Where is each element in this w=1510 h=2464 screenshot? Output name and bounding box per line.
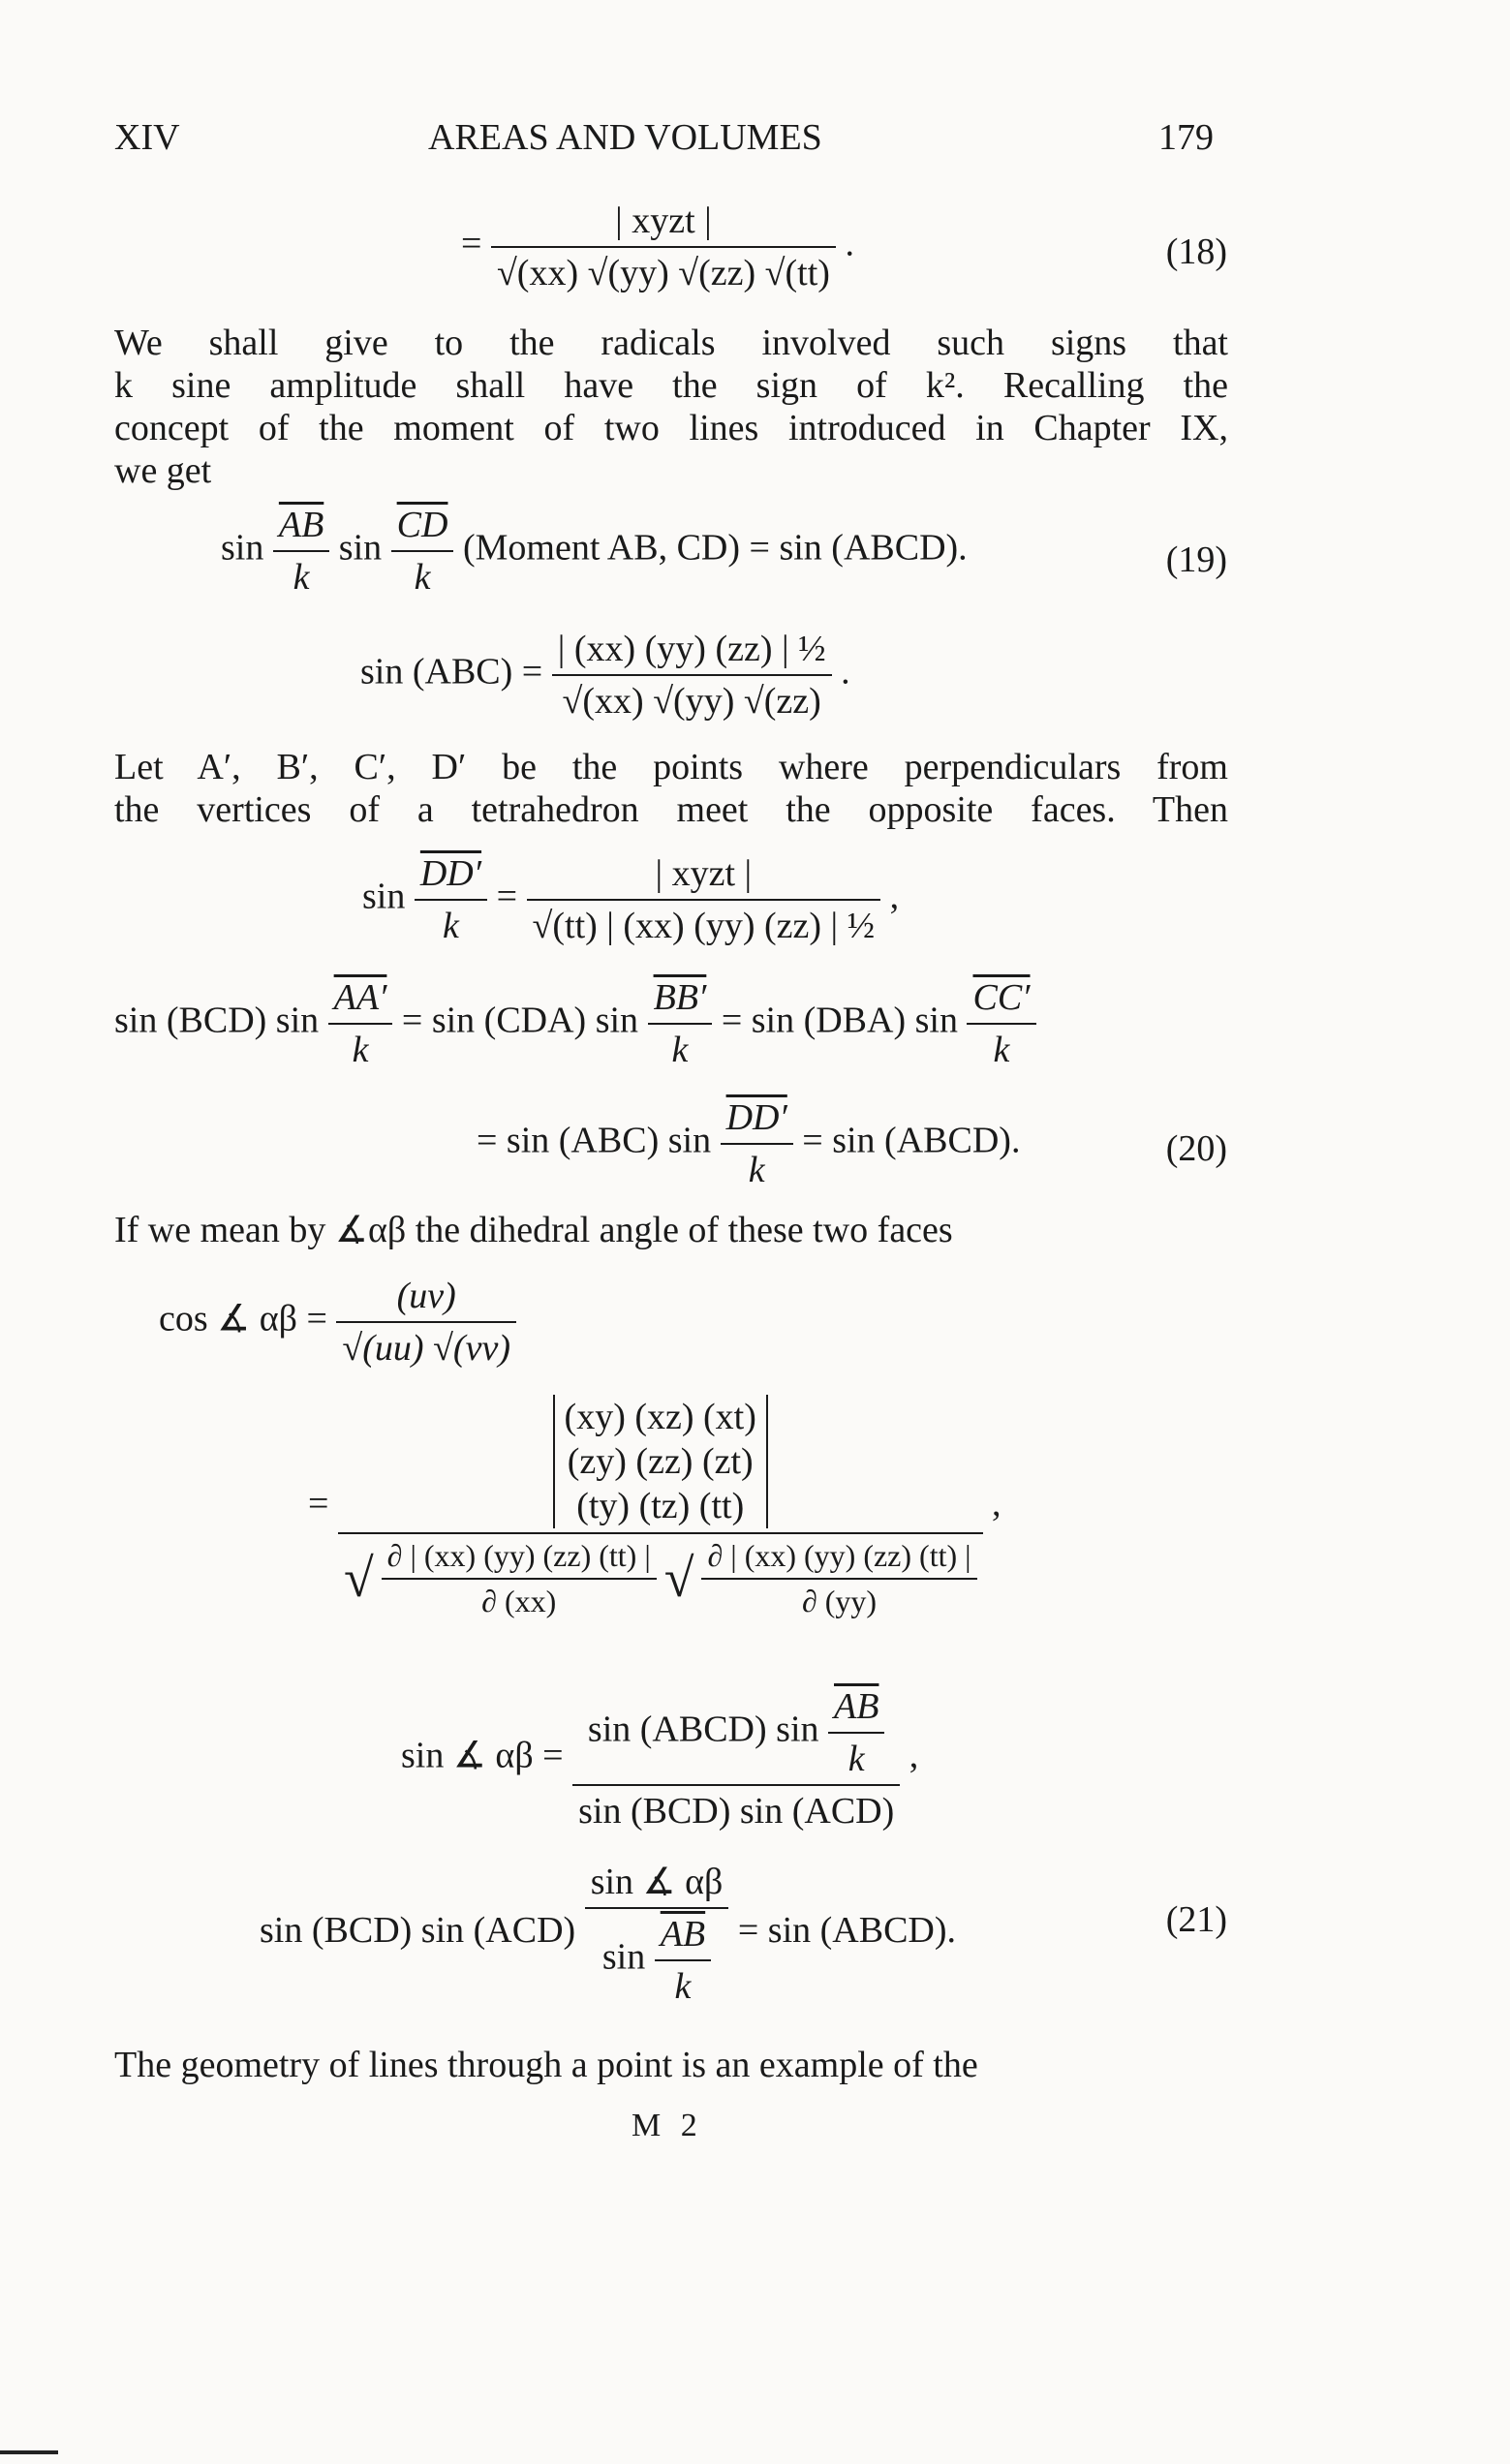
equation-text: (Moment AB, CD) = sin (ABCD).	[462, 527, 968, 569]
signature-mark: M 2	[632, 2108, 703, 2143]
numerator: sin ∡ αβ	[590, 1862, 724, 1902]
fraction	[552, 628, 832, 723]
equation-text: = sin (ABCD).	[802, 1120, 1021, 1161]
comma: ,	[889, 876, 900, 917]
equation-cos	[159, 1275, 516, 1370]
equation-number-20: (20)	[1165, 1128, 1227, 1169]
equals-sign: =	[308, 1483, 329, 1525]
fraction	[967, 976, 1035, 1071]
denominator: √(xx) √(yy) √(zz)	[552, 674, 832, 723]
fraction	[338, 1395, 983, 1619]
fraction	[701, 1538, 976, 1619]
denominator: ∂ (yy)	[701, 1578, 976, 1619]
text-line: the vertices of a tetrahedron meet the opposite faces. Then	[114, 789, 1228, 830]
determinant-row: (xy) (xz) (xt)	[564, 1397, 756, 1437]
equation-text: = sin (ABCD).	[737, 1910, 957, 1952]
numerator: $\overline{AB}$	[834, 1686, 879, 1727]
determinant-row: (ty) (tz) (tt)	[576, 1486, 745, 1526]
denominator: k	[328, 1023, 393, 1071]
denominator: √(xx) √(yy) √(zz) √(tt)	[491, 246, 836, 294]
fraction	[491, 200, 836, 294]
denominator: k	[655, 1959, 711, 2008]
fraction	[527, 852, 881, 947]
fraction	[585, 1860, 729, 2008]
period: .	[845, 223, 854, 264]
equation-18	[461, 200, 854, 294]
equation-number-21: (21)	[1165, 1899, 1227, 1940]
comma: ,	[992, 1483, 1002, 1525]
denominator: k	[967, 1023, 1035, 1071]
radical-sign: √	[343, 1549, 374, 1609]
numerator: | xyzt |	[615, 200, 712, 241]
denominator: ∂ (xx)	[382, 1578, 657, 1619]
radical-sign: √	[663, 1549, 694, 1609]
equation-number-19: (19)	[1165, 539, 1227, 580]
fraction	[391, 504, 454, 599]
paragraph-dihedral: If we mean by ∡αβ the dihedral angle of these two faces	[114, 1210, 953, 1250]
denominator: k	[721, 1143, 793, 1191]
numerator: AA′	[333, 977, 387, 1018]
text-line: We shall give to the radicals involved such signs that	[114, 323, 1228, 363]
denominator: √(uu) √(vv)	[336, 1321, 516, 1370]
fraction	[655, 1913, 711, 2008]
text-line: concept of the moment of two lines introduced in Chapter IX,	[114, 408, 1228, 448]
running-head-chapter: XIV	[114, 117, 180, 158]
fraction	[336, 1275, 516, 1370]
numerator: ∂ | (xx) (yy) (zz) (tt) |	[707, 1538, 971, 1573]
text-line: k sine amplitude shall have the sign of k². Recalling the	[114, 365, 1228, 406]
equation-sin-angle	[401, 1685, 918, 1833]
numerator	[572, 1685, 900, 1784]
fraction	[828, 1685, 884, 1780]
denominator: √(tt) | (xx) (yy) (zz) | ½	[527, 899, 881, 947]
equation-19	[221, 504, 968, 599]
equals-sign: =	[496, 876, 517, 917]
sin-label: sin	[601, 1936, 646, 1978]
comma: ,	[909, 1735, 919, 1776]
numerator: DD′	[725, 1097, 787, 1138]
sin-label: sin	[221, 527, 264, 569]
numerator: CC′	[972, 977, 1031, 1018]
denominator: k	[828, 1732, 884, 1780]
equation-number-18: (18)	[1165, 231, 1227, 272]
fraction	[328, 976, 393, 1071]
sin-label: sin	[338, 527, 383, 569]
period: .	[841, 651, 850, 693]
denominator	[338, 1532, 983, 1619]
denominator: sin (BCD) sin (ACD)	[572, 1784, 900, 1833]
fraction	[273, 504, 329, 599]
equation-lhs: cos ∡ αβ =	[159, 1298, 327, 1340]
numerator: BB′	[653, 977, 707, 1018]
equation-text: = sin (DBA) sin	[721, 1000, 958, 1041]
equation-21	[260, 1860, 956, 2008]
numerator: $\overline{AB}$	[660, 1914, 706, 1955]
fraction	[721, 1096, 793, 1191]
text-line: we get	[114, 450, 212, 491]
equation-chain	[114, 976, 1036, 1071]
numerator-text: sin (ABCD) sin	[587, 1709, 819, 1750]
equation-text: sin (BCD) sin (ACD)	[260, 1910, 576, 1952]
equation-lhs: sin (ABC) =	[360, 651, 543, 693]
denominator: k	[391, 550, 454, 599]
running-head-title: AREAS AND VOLUMES	[428, 117, 822, 158]
denominator: k	[648, 1023, 713, 1071]
numerator: | (xx) (yy) (zz) | ½	[557, 629, 826, 669]
equation-lhs: sin ∡ αβ =	[401, 1735, 564, 1776]
page-edge-mark	[0, 2450, 58, 2454]
equation-sin-dd	[362, 852, 899, 947]
fraction	[415, 852, 487, 947]
numerator: | xyzt |	[655, 853, 753, 894]
fraction	[648, 976, 713, 1071]
page-number: 179	[1158, 117, 1214, 158]
numerator: (uv)	[396, 1276, 456, 1316]
denominator	[585, 1907, 729, 2008]
numerator: $\overline{CD}$	[396, 505, 448, 545]
fraction	[382, 1538, 657, 1619]
fraction	[572, 1685, 900, 1833]
numerator: ∂ | (xx) (yy) (zz) (tt) |	[386, 1538, 651, 1573]
equation-sin-abc	[360, 628, 850, 723]
equation-determinant	[308, 1395, 1002, 1619]
equation-text: sin (BCD) sin	[114, 1000, 320, 1041]
determinant	[553, 1395, 768, 1528]
text-line: Let A′, B′, C′, D′ be the points where perpendiculars from	[114, 747, 1228, 787]
sin-label: sin	[362, 876, 406, 917]
determinant-row: (zy) (zz) (zt)	[567, 1441, 754, 1482]
equation-text: = sin (CDA) sin	[401, 1000, 639, 1041]
numerator	[338, 1395, 983, 1532]
paragraph-geometry: The geometry of lines through a point is an example of the	[114, 2045, 978, 2085]
equals-sign: =	[461, 223, 482, 264]
denominator: k	[273, 550, 329, 599]
equation-text: = sin (ABC) sin	[477, 1120, 712, 1161]
numerator: DD′	[419, 853, 482, 894]
denominator: k	[415, 899, 487, 947]
numerator: $\overline{AB}$	[278, 505, 324, 545]
paragraph-perpendiculars	[114, 746, 1228, 831]
equation-20	[477, 1096, 1020, 1191]
paragraph-radicals	[114, 322, 1228, 492]
